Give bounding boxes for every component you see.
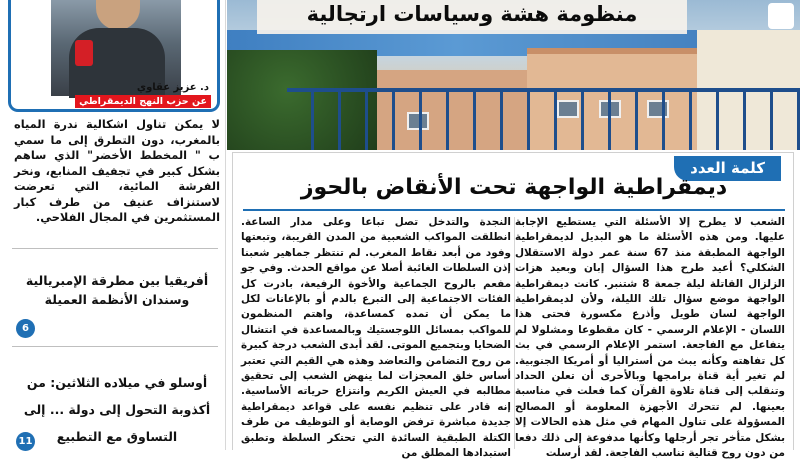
author-name: د. عزيز عقاوي xyxy=(136,82,209,93)
article-column-right: الشعب لا يطرح إلا الأسئلة التي يستطيع الإجابة عليها. ومن هذه الأسئلة ما هو البديل لديمقراطية الواجهة المطبقة منذ 67 سنة عمر دولة الاستقلال الشكلي؟ أعيد طرح هذا السؤال إبان وبعيد هزات الزلزال القاتلة ليلة جمعة 8 شتنبر. كانت ديمقراطية الواجهة موضع سؤال تلك الليلة، ولأن لديمقراطية الواجهة لسان طويل وأذرع مكسورة فحتى هذا اللسان - الإعلام الرسمي - كان مقطوعا ومشلولا لم يتفاعل مع الفاجعة. استمر الإعلام الرسمي في بث كل تفاهته وكأنه يبث من أستراليا أو أمريكا الجنوبية. لم تغير أية قناة برامجها وبالأحرى أن تعلن الحداد وتنقلب إلى قناة تلاوة القرآن كما فعلت في مناسبة بعينها. لم تتحرك الأجهزة المعلومة أو المصالح المسؤولة على تناول المهام في مثل هذه الحالات إلا بشكل متأخر تجر أرجلها وكأنها مدفوعة إلى ذلك دفعا من دون روح قتالية تناسب الفاجعة. لقد أرسلت xyxy=(515,216,785,460)
teaser-africa[interactable]: أفريقيا بين مطرقة الإمبريالية وسندان الأنظمة العميلة xyxy=(25,273,209,307)
article-column-left: النجدة والتدخل تصل تباعا وعلى مدار الساعة. انطلقت المواكب الشعبية من المدن القريبة، وتبعتها وفود من أبعد نقاط المغرب. لم تنتظر جماهير شعبنا إذن السلطات الغائبة أصلا عن مواقع الحدث. وفي جو مفعم بالروح الجماعية والأخوة الرفيعة، بادرت كل الفئات الاجتماعية إلى التبرع بالدم أو بالإعانات لكل ما يمكن أن تمده كمساعدة، واهتم المنظمون للمواكب بمسائل اللوجستيك وبالمساعدة في انتشال الضحايا وبتجميع الموتى. لقد أبدى الشعب درجة كبيرة من روح التضامن والتعاضد وهذه هي القيم التي تعتبر أساس خلق المعجزات لما ينهض الشعب إلى تحقيق مطالبه في العيش الكريم وانتزاع حرياته الأساسية. إنه قادر على تنظيم نفسه على قواعد ديمقراطية جديدة مباشرة ترفض الوصاية أو التوظيف من طرف الكتلة الطبقية السائدة التي تحتكر السلطة وتطبق استبدادها المطلق من xyxy=(241,216,511,460)
author-head xyxy=(96,0,140,30)
title-rule xyxy=(243,209,785,211)
sidebar-divider xyxy=(12,346,218,347)
teaser-oslo[interactable]: أوسلو في ميلاده الثلاثين: من أكذوبة التحول إلى دولة ... إلى التساوق مع التطبيع xyxy=(23,375,211,444)
teaser-page-badge: 6 xyxy=(16,319,35,338)
sidebar-excerpt: لا يمكن تناول اشكالية ندرة المياه بالمغرب، دون التطرق إلى ما سمي ب " المخطط الأخضر" الذي ساهم بشكل كبير في تجفيف المنابع، ونخر الفرشة المائية، التي تعرضت لاستنزاف عنيف من طرف كبار المستثمرين في المجال الفلاحي. xyxy=(14,117,220,224)
sidebar-divider xyxy=(12,248,218,249)
photo-banner xyxy=(227,0,800,150)
article-title: ديمقراطية الواجهة تحت الأنقاض بالحوز xyxy=(300,175,728,200)
logo-icon xyxy=(768,3,794,29)
author-role: عن حزب النهج الديمقراطي xyxy=(75,95,211,108)
rubric-label: كلمة العدد xyxy=(674,156,781,181)
microphone-icon xyxy=(75,40,93,66)
banner-headline: منظومة هشة وسياسات ارتجالية xyxy=(306,2,638,26)
author-box xyxy=(8,0,220,112)
teaser-page-badge: 11 xyxy=(16,432,35,451)
column-separator xyxy=(514,217,515,449)
sidebar xyxy=(0,0,226,450)
metal-gate xyxy=(287,88,800,150)
editorial-article xyxy=(232,152,794,460)
